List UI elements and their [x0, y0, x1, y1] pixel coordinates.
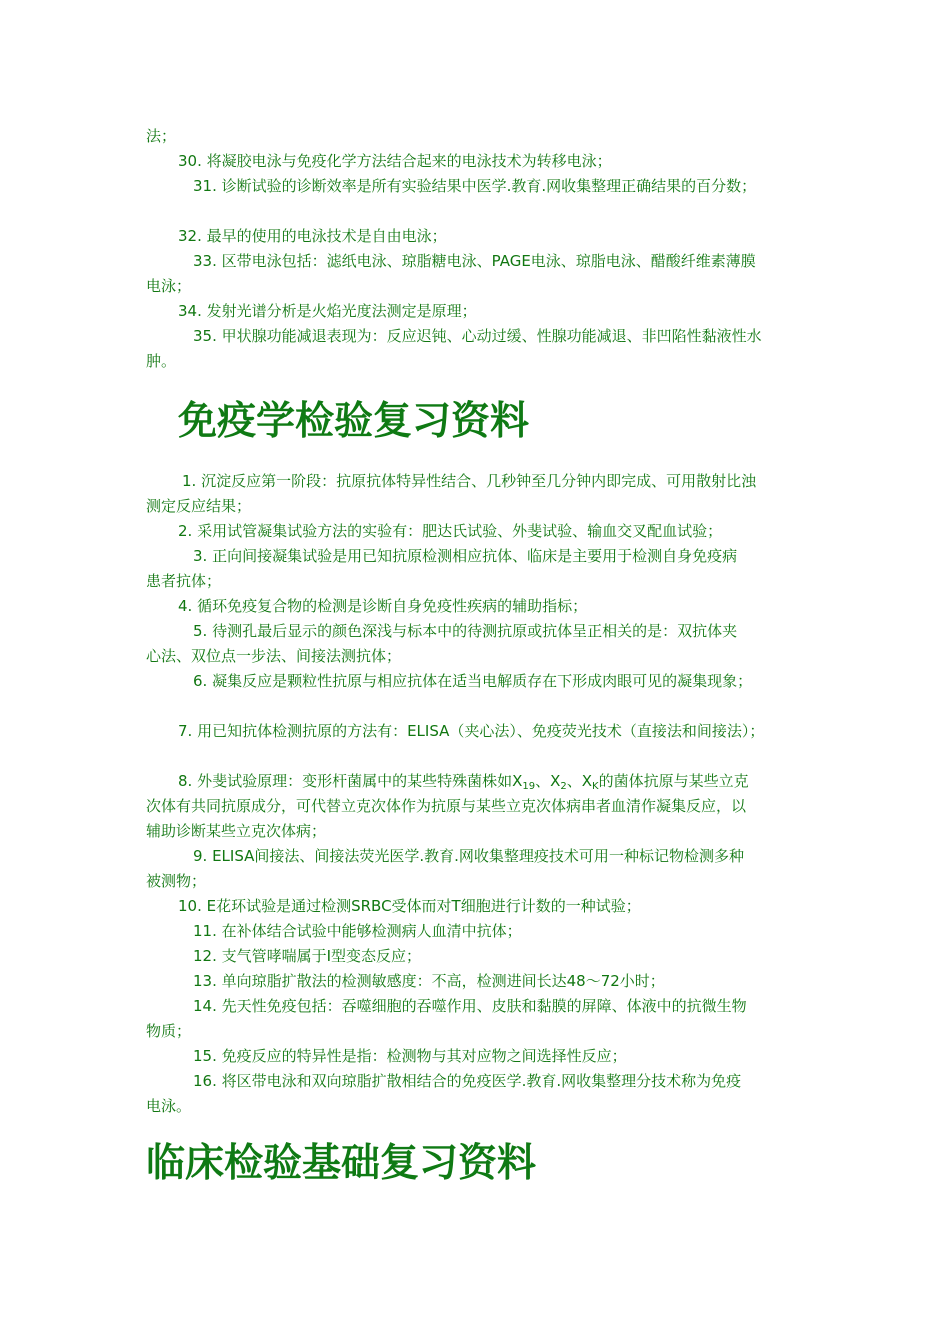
text-line: 31. 诊断试验的诊断效率是所有实验结果中医学.教育.网收集整理正确结果的百分数；: [193, 177, 757, 195]
text-line: 辅助诊断某些立克次体病；: [146, 822, 327, 840]
text-segment: 8. 外斐试验原理：变形杆菌属中的某些特殊菌株如: [178, 772, 513, 790]
text-segment: 的菌体抗原与某些立克: [598, 772, 749, 790]
text-segment: 、X: [535, 772, 561, 790]
text-line: 11. 在补体结合试验中能够检测病人血清中抗体；: [193, 922, 522, 940]
text-line: 12. 支气管哮喘属于I型变态反应；: [193, 947, 422, 965]
text-line: 心法、双位点一步法、间接法测抗体；: [146, 647, 402, 665]
text-line: 6. 凝集反应是颗粒性抗原与相应抗体在适当电解质存在下形成肉眼可见的凝集现象；: [193, 672, 753, 690]
text-line: 15. 免疫反应的特异性是指：检测物与其对应物之间选择性反应；: [193, 1047, 627, 1065]
text-segment: X: [512, 772, 523, 790]
text-line: 2. 采用试管凝集试验方法的实验有：肥达氏试验、外斐试验、输血交叉配血试验；: [178, 522, 723, 540]
text-line: 7. 用已知抗体检测抗原的方法有：ELISA（夹心法）、免疫荧光技术（直接法和间接法）；: [178, 722, 765, 740]
section-heading-immunology: 免疫学检验复习资料: [178, 399, 530, 444]
text-segment: 、X: [566, 772, 593, 790]
text-line: 法；: [146, 127, 177, 145]
text-line: 被测物；: [146, 872, 207, 890]
text-line: 电泳；: [146, 277, 192, 295]
text-line: 34. 发射光谱分析是火焰光度法测定是原理；: [178, 302, 477, 320]
text-line: 9. ELISA间接法、间接法荧光医学.教育.网收集整理疫技术可用一种标记物检测多种: [193, 847, 744, 865]
text-line: 肿。: [146, 352, 177, 370]
text-line: 16. 将区带电泳和双向琼脂扩散相结合的免疫医学.教育.网收集整理分技术称为免疫: [193, 1072, 742, 1090]
text-line: 患者抗体；: [146, 572, 222, 590]
text-line: 5. 待测孔最后显示的颜色深浅与标本中的待测抗原或抗体呈正相关的是：双抗体夹: [193, 622, 738, 640]
text-line: 33. 区带电泳包括：滤纸电泳、琼脂糖电泳、PAGE电泳、琼脂电泳、醋酸纤维素薄膜: [193, 252, 756, 270]
text-line: 1. 沉淀反应第一阶段：抗原抗体特异性结合、几秒钟至几分钟内即完成、可用散射比浊: [182, 472, 757, 490]
text-line: 14. 先天性免疫包括：吞噬细胞的吞噬作用、皮肤和黏膜的屏障、体液中的抗微生物: [193, 997, 747, 1015]
text-line: 10. E花环试验是通过检测SRBC受体而对T细胞进行计数的一种试验；: [178, 897, 641, 915]
text-line: 电泳。: [146, 1097, 192, 1115]
text-line: 3. 正向间接凝集试验是用已知抗原检测相应抗体、临床是主要用于检测自身免疫病: [193, 547, 738, 565]
text-line: 30. 将凝胶电泳与免疫化学方法结合起来的电泳技术为转移电泳；: [178, 152, 612, 170]
subscript: 19: [522, 781, 536, 792]
text-line: 物质；: [146, 1022, 192, 1040]
text-line: 测定反应结果；: [146, 497, 252, 515]
text-line: 35. 甲状腺功能减退表现为：反应迟钝、心动过缓、性腺功能减退、非凹陷性黏液性水: [193, 327, 762, 345]
text-line: 次体有共同抗原成分，可代替立克次体作为抗原与某些立克次体病串者血清作凝集反应，以: [146, 797, 747, 815]
text-line: 13. 单向琼脂扩散法的检测敏感度：不高，检测进间长达48～72小时；: [193, 972, 665, 990]
section-heading-clinical: 临床检验基础复习资料: [146, 1141, 537, 1186]
text-line: 4. 循环免疫复合物的检测是诊断自身免疫性疾病的辅助指标；: [178, 597, 588, 615]
subscript: 2: [560, 781, 567, 792]
text-line: 32. 最早的使用的电泳技术是自由电泳；: [178, 227, 447, 245]
text-line-with-subscripts: [178, 771, 749, 791]
subscript: K: [592, 781, 599, 792]
